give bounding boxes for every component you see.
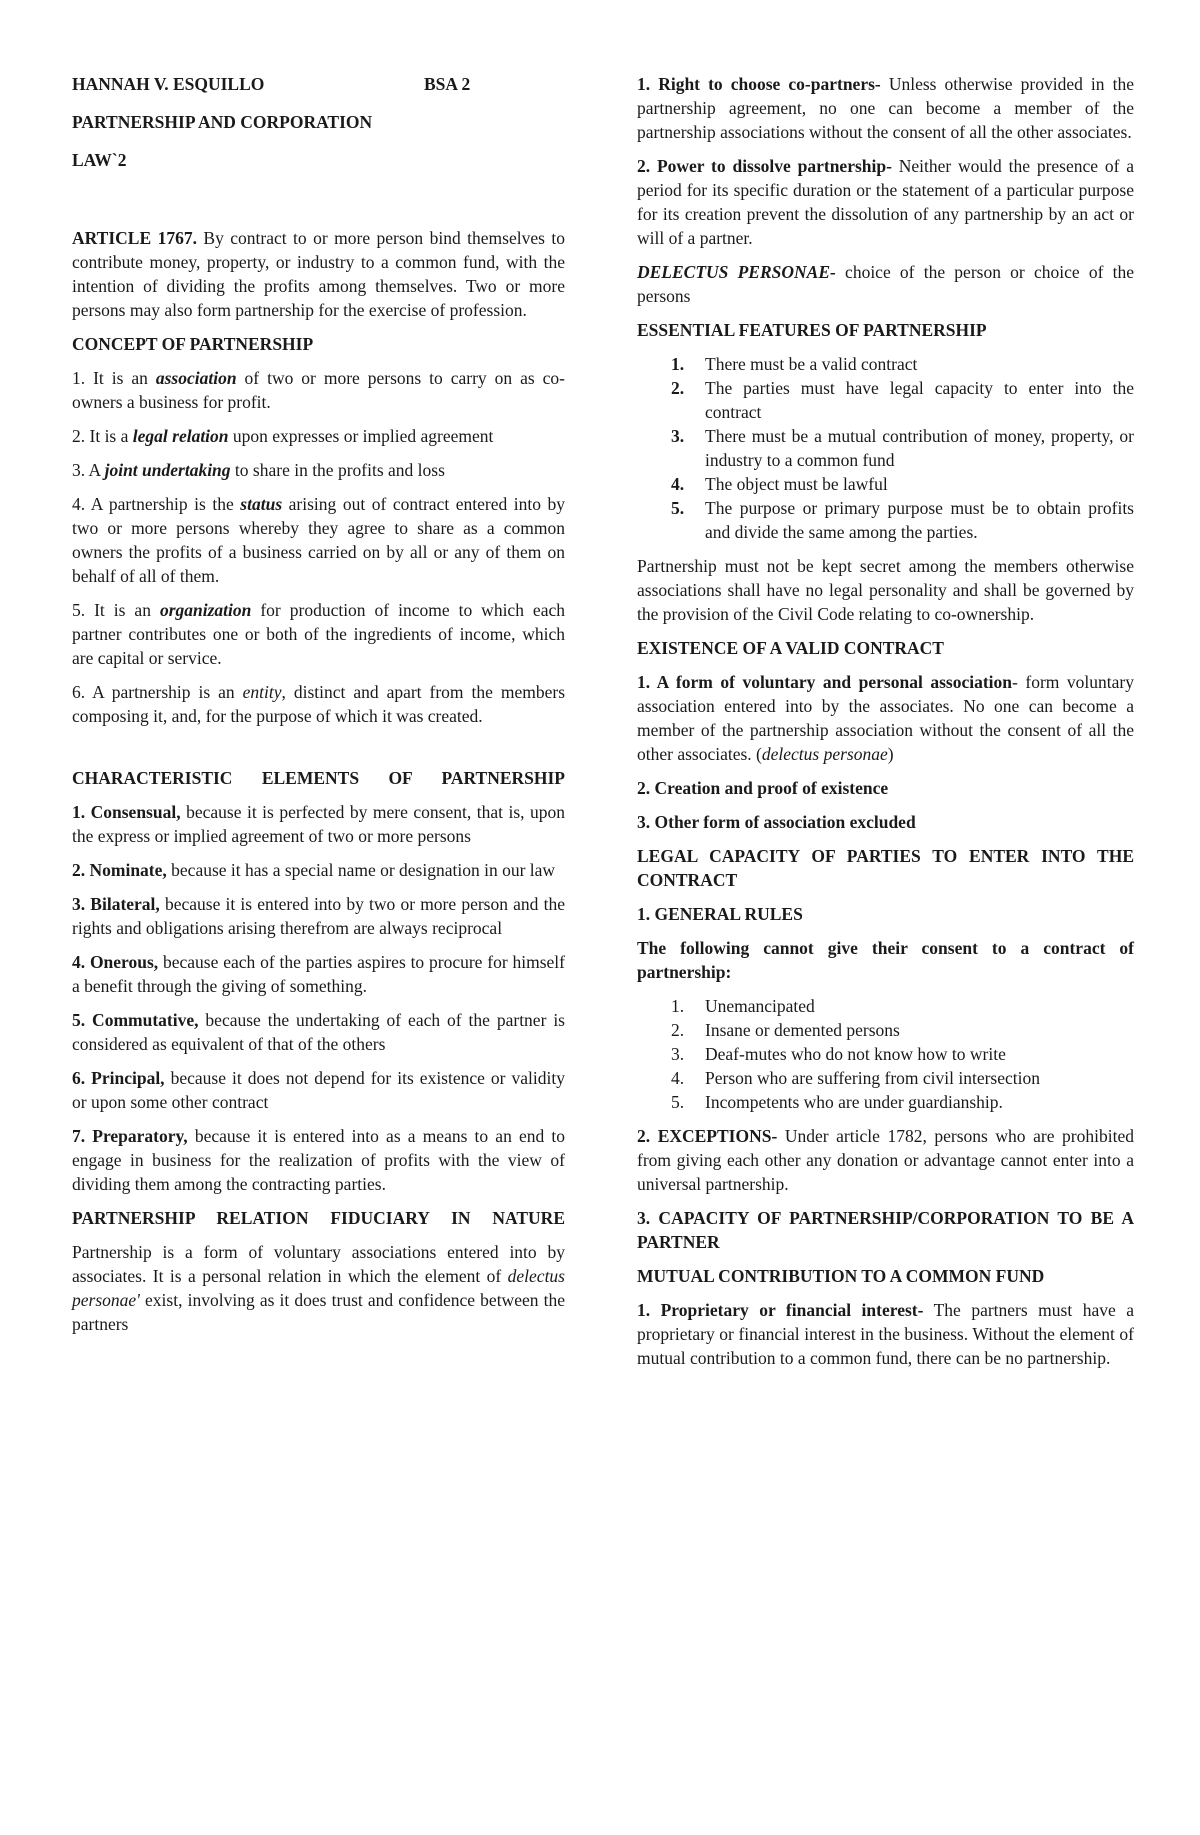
concept-item-2: 2. It is a legal relation upon expresses or implied agreement: [72, 426, 494, 446]
delectus-definition: DELECTUS PERSONAE- choice of the person or choice of the persons: [637, 262, 1134, 306]
existence-item-3: 3. Other form of association excluded: [637, 812, 916, 832]
characteristic-item-7: 7. Preparatory, because it is entered into as a means to an end to engage in business for the realization of profits with the view of dividing them among the contracting parties.: [72, 1126, 565, 1194]
existence-item-2: 2. Creation and proof of existence: [637, 778, 889, 798]
right-column: [637, 72, 1134, 1380]
list-item: 5. The purpose or primary purpose must be to obtain profits and divide the same among the parties.: [671, 498, 1134, 542]
concept-heading: CONCEPT OF PARTNERSHIP: [72, 334, 314, 354]
author-name: HANNAH V. ESQUILLO: [72, 74, 265, 94]
general-rules-heading: 1. GENERAL RULES: [637, 904, 803, 924]
fiduciary-paragraph: Partnership is a form of voluntary associations entered into by associates. It is a personal relation in which the element of delectus personae' exist, involving as it does trust and confidence between the partners: [72, 1242, 565, 1334]
article-label: ARTICLE 1767.: [72, 228, 197, 248]
capacity-heading: LEGAL CAPACITY OF PARTIES TO ENTER INTO THE CONTRACT: [637, 846, 1134, 890]
characteristic-item-5: 5. Commutative, because the undertaking of each of the partner is considered as equivalent of that of the others: [72, 1010, 565, 1054]
essential-list: [637, 352, 1134, 544]
list-item: 1. Unemancipated: [671, 996, 815, 1016]
characteristics-heading: CHARACTERISTIC ELEMENTS OF PARTNERSHIP: [72, 768, 565, 788]
characteristic-item-3: 3. Bilateral, because it is entered into by two or more person and the rights and obligations arising therefrom are always reciprocal: [72, 894, 565, 938]
article-text: By contract to or more person bind themselves to contribute money, property, or industry to a common fund, with the intention of dividing the profits among themselves. Two or more persons may also form partnership for the exercise of profession.: [72, 228, 565, 320]
concept-item-5: 5. It is an organization for production of income to which each partner contributes one or both of the ingredients of income, which are capital or service.: [72, 600, 565, 668]
existence-heading: EXISTENCE OF A VALID CONTRACT: [637, 638, 944, 658]
list-item: 2. Insane or demented persons: [671, 1020, 900, 1040]
list-item: 3. Deaf-mutes who do not know how to write: [671, 1044, 1006, 1064]
course-label: BSA 2: [424, 74, 471, 94]
fiduciary-heading: PARTNERSHIP RELATION FIDUCIARY IN NATURE: [72, 1208, 565, 1228]
cannot-consent-text: The following cannot give their consent to a contract of partnership:: [637, 938, 1134, 982]
concept-item-1: 1. It is an association of two or more persons to carry on as co-owners a business for profit.: [72, 368, 565, 412]
characteristic-item-4: 4. Onerous, because each of the parties aspires to procure for himself a benefit through the giving of something.: [72, 952, 565, 996]
list-item: 4. Person who are suffering from civil intersection: [671, 1068, 1041, 1088]
incapacity-list: [637, 994, 1134, 1114]
mutual-contribution-paragraph: 1. Proprietary or financial interest- The partners must have a proprietary or financial interest in the business. Without the element of mutual contribution to a common fund, there can be no partnership.: [637, 1300, 1134, 1368]
corporation-capacity-heading: 3. CAPACITY OF PARTNERSHIP/CORPORATION TO BE A PARTNER: [637, 1208, 1134, 1252]
law-label: LAW`2: [72, 150, 127, 170]
mutual-contribution-heading: MUTUAL CONTRIBUTION TO A COMMON FUND: [637, 1266, 1045, 1286]
concept-item-3: 3. A joint undertaking to share in the profits and loss: [72, 460, 445, 480]
existence-item-1: 1. A form of voluntary and personal association- form voluntary association entered into by the associates. No one can become a member of the partnership association without the consent of all the other associates. (delectus personae): [637, 672, 1134, 764]
characteristic-item-6: 6. Principal, because it does not depend for its existence or validity or upon some other contract: [72, 1068, 565, 1112]
right-item-1: 1. Right to choose co-partners- Unless otherwise provided in the partnership agreement, no one can become a member of the partnership associations without the consent of all the other associates.: [637, 74, 1134, 142]
author-line: [72, 72, 565, 96]
concept-item-6: 6. A partnership is an entity, distinct and apart from the members composing it, and, for the purpose of which it was created.: [72, 682, 565, 726]
article-paragraph: [72, 226, 565, 322]
concept-item-4: 4. A partnership is the status arising out of contract entered into by two or more persons whereby they agree to share as a common owners the profits of a business carried on by all or any of them on behalf of all of them.: [72, 494, 566, 586]
list-item: 3. There must be a mutual contribution of money, property, or industry to a common fund: [671, 426, 1134, 470]
list-item: 4. The object must be lawful: [671, 474, 888, 494]
essential-heading: ESSENTIAL FEATURES OF PARTNERSHIP: [637, 320, 987, 340]
essential-note: Partnership must not be kept secret among the members otherwise associations shall have no legal personality and shall be governed by the provision of the Civil Code relating to co-ownership.: [637, 556, 1134, 624]
characteristic-item-2: 2. Nominate, because it has a special name or designation in our law: [72, 860, 556, 880]
left-column: [72, 72, 565, 1346]
exceptions-paragraph: 2. EXCEPTIONS- Under article 1782, persons who are prohibited from giving each other any donation or advantage cannot enter into a universal partnership.: [637, 1126, 1134, 1194]
list-item: 5. Incompetents who are under guardianship.: [671, 1092, 1003, 1112]
characteristic-item-1: 1. Consensual, because it is perfected by mere consent, that is, upon the express or implied agreement of two or more persons: [72, 802, 565, 846]
list-item: 2. The parties must have legal capacity to enter into the contract: [671, 378, 1134, 422]
list-item: 1. There must be a valid contract: [671, 354, 918, 374]
subject-title: PARTNERSHIP AND CORPORATION: [72, 112, 373, 132]
right-item-2: 2. Power to dissolve partnership- Neither would the presence of a period for its specific duration or the statement of a particular purpose for its creation prevent the dissolution of any partnership by an act or will of a partner.: [637, 156, 1135, 248]
